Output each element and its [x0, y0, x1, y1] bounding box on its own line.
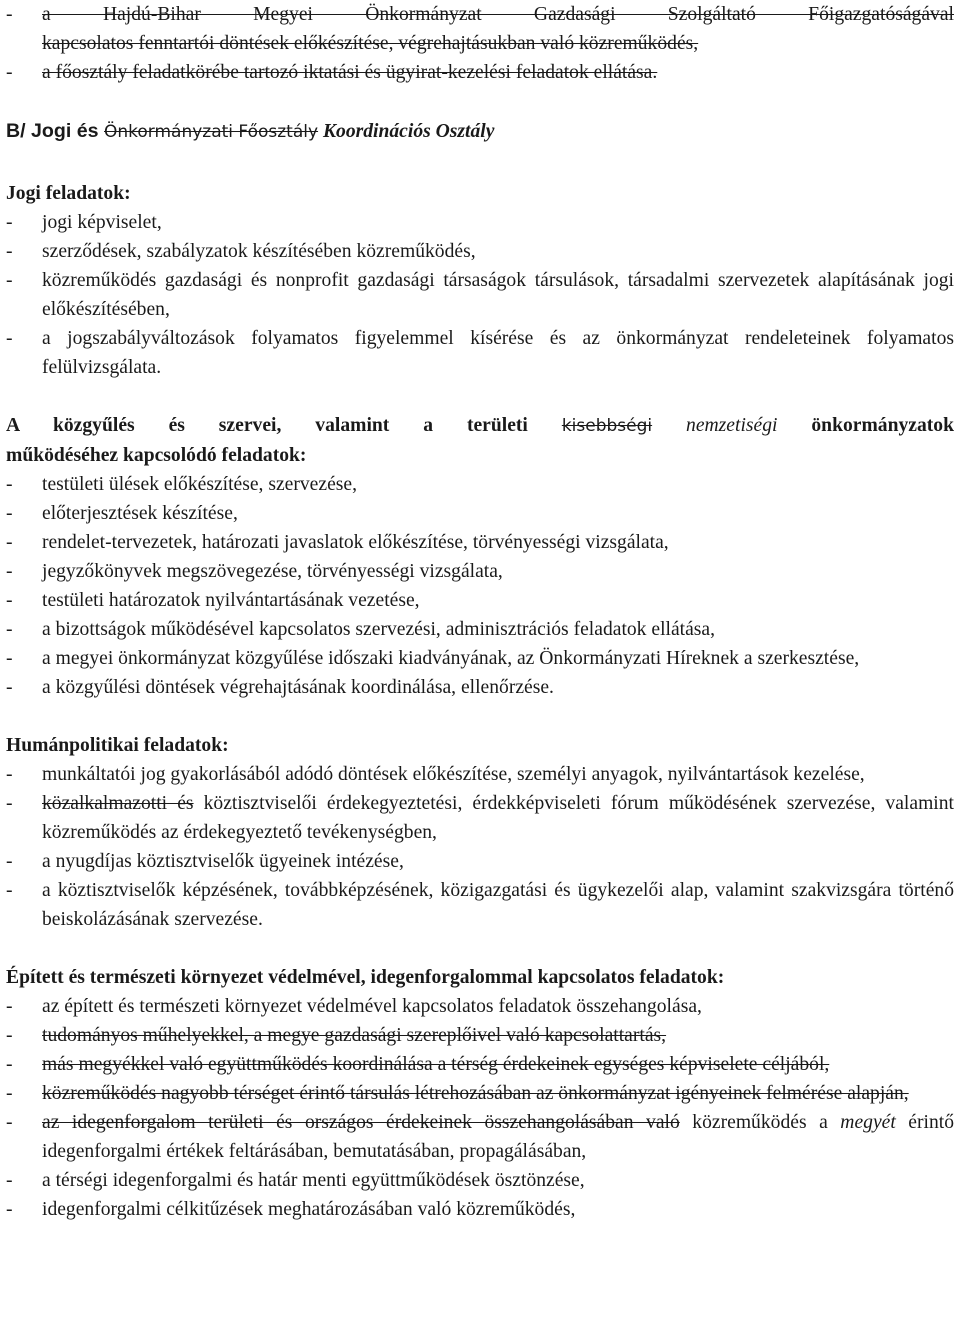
list-item: [6, 673, 954, 702]
item-text: jegyzőkönyvek megszövegezése, törvényességi vizsgálata,: [42, 561, 503, 582]
list-item: [6, 557, 954, 586]
italic-word: megyét: [840, 1112, 896, 1133]
item-text: jogi képviselet,: [42, 212, 162, 233]
list-item: [6, 266, 954, 324]
list-item: [6, 760, 954, 789]
item-text: előterjesztések készítése,: [42, 503, 238, 524]
item-text: közreműködés a: [679, 1112, 841, 1133]
item-text: köztisztviselői érdekegyeztetési, érdekképviseleti fórum működésének szervezése, valamint közreműködés az érdekegyeztető tevékenységben,: [42, 793, 954, 843]
list-item: [6, 1108, 954, 1166]
item-text: az épített és természeti környezet védelmével kapcsolatos feladatok összehangolása,: [42, 996, 702, 1017]
human-heading: Humánpolitikai feladatok:: [6, 735, 229, 756]
item-text: rendelet-tervezetek, határozati javaslatok előkészítése, törvényességi vizsgálata,: [42, 532, 669, 553]
item-text: a közgyűlési döntések végrehajtásának koordinálása, ellenőrzése.: [42, 677, 554, 698]
list-item: [6, 470, 954, 499]
item-text: idegenforgalmi célkitűzések meghatározásában való közreműködés,: [42, 1199, 576, 1220]
list-dash: -: [6, 328, 13, 349]
list-dash: -: [6, 1054, 13, 1075]
item-text: kapcsolatos fenntartói döntések előkészítése, végrehajtásukban való közreműködés,: [42, 33, 699, 54]
italic-word: nemzetiségi: [652, 415, 778, 436]
list-dash: -: [6, 619, 13, 640]
list-item: [6, 876, 954, 934]
list-dash: -: [6, 1083, 13, 1104]
list-item: [6, 586, 954, 615]
item-text: a jogszabályváltozások folyamatos figyelemmel kísérése és az önkormányzat rendeleteinek folyamatos felülvizsgálata.: [42, 328, 954, 378]
item-text: munkáltatói jog gyakorlásából adódó döntések előkészítése, személyi anyagok, nyilvántartások kezelése,: [42, 764, 865, 785]
list-dash: -: [6, 270, 13, 291]
list-dash: -: [6, 648, 13, 669]
list-dash: -: [6, 241, 13, 262]
list-dash: -: [6, 62, 13, 83]
section-italic: Koordinációs Osztály: [318, 121, 495, 142]
list-item: [6, 992, 954, 1021]
section-title: [6, 117, 954, 147]
item-text: tudományos műhelyekkel, a megye gazdasági szereplőivel való kapcsolattartás,: [42, 1025, 667, 1046]
list-dash: -: [6, 503, 13, 524]
item-text: a köztisztviselők képzésének, továbbképzésének, közigazgatási és ügykezelői alap, valamint szakvizsgára történő beiskolázásának szervezése.: [42, 880, 954, 930]
item-text: érintő idegenforgalmi értékek feltárásában, bemutatásában, propagálásában,: [42, 1112, 954, 1162]
list-item: [6, 324, 954, 382]
item-text: a nyugdíjas köztisztviselők ügyeinek intézése,: [42, 851, 404, 872]
list-item: [6, 1195, 954, 1224]
list-item: [6, 615, 954, 644]
list-dash: -: [6, 880, 13, 901]
list-dash: -: [6, 677, 13, 698]
list-dash: -: [6, 561, 13, 582]
item-text: közreműködés gazdasági és nonprofit gazdasági társaságok társulások, társadalmi szervezetek alapításának jogi előkészítésében,: [42, 270, 954, 320]
document-page: [6, 0, 954, 1224]
list-dash: -: [6, 793, 13, 814]
list-dash: -: [6, 764, 13, 785]
list-dash: -: [6, 1025, 13, 1046]
section-prefix: B/ Jogi és: [6, 120, 104, 142]
list-item: [6, 208, 954, 237]
item-text: a térségi idegenforgalmi és határ menti együttműködések ösztönzése,: [42, 1170, 585, 1191]
struck-text: az idegenforgalom területi és országos érdekeinek összehangolásában való: [42, 1112, 680, 1133]
list-item: [6, 847, 954, 876]
item-text: a Hajdú-Bihar Megyei Önkormányzat Gazdasági Szolgáltató Főigazgatóságával: [42, 4, 954, 25]
kozgyules-heading: [6, 411, 954, 441]
list-dash: -: [6, 851, 13, 872]
item-text: közreműködés nagyobb térséget érintő társulás létrehozásában az önkormányzat igényeinek felmérése alapján,: [42, 1083, 909, 1104]
list-item: [6, 499, 954, 528]
list-item: [6, 1050, 954, 1079]
heading-part: önkormányzatok: [777, 415, 954, 436]
list-item: [6, 528, 954, 557]
list-item: [6, 644, 954, 673]
item-text: a bizottságok működésével kapcsolatos szervezési, adminisztrációs feladatok ellátása,: [42, 619, 716, 640]
list-item: [6, 58, 954, 87]
item-text: más megyékkel való együttműködés koordinálása a térség érdekeinek egységes képviselete céljából,: [42, 1054, 830, 1075]
kozgyules-heading-2: működéséhez kapcsolódó feladatok:: [6, 445, 307, 466]
list-dash: -: [6, 212, 13, 233]
list-dash: -: [6, 1199, 13, 1220]
list-dash: -: [6, 1170, 13, 1191]
env-heading: Épített és természeti környezet védelmével, idegenforgalommal kapcsolatos feladatok:: [6, 967, 725, 988]
jogi-heading: Jogi feladatok:: [6, 183, 131, 204]
item-text: testületi ülések előkészítése, szervezése,: [42, 474, 357, 495]
item-text: szerződések, szabályzatok készítésében közreműködés,: [42, 241, 476, 262]
list-dash: -: [6, 590, 13, 611]
list-dash: -: [6, 1112, 13, 1133]
list-item: [6, 1166, 954, 1195]
item-text: a megyei önkormányzat közgyűlése időszaki kiadványának, az Önkormányzati Híreknek a szerkesztése,: [42, 648, 860, 669]
list-dash: -: [6, 4, 13, 25]
item-text: testületi határozatok nyilvántartásának vezetése,: [42, 590, 420, 611]
struck-word: kisebbségi: [561, 416, 653, 436]
list-dash: -: [6, 532, 13, 553]
struck-text: közalkalmazotti és: [42, 793, 194, 814]
item-text: a főosztály feladatkörébe tartozó iktatási és ügyirat-kezelési feladatok ellátása.: [42, 62, 658, 83]
list-dash: -: [6, 474, 13, 495]
list-item: [6, 789, 954, 847]
list-dash: -: [6, 996, 13, 1017]
heading-part: A közgyűlés és szervei, valamint a területi: [6, 415, 562, 436]
list-item: [6, 237, 954, 266]
list-item: [6, 1021, 954, 1050]
list-item: [6, 1079, 954, 1108]
list-item: [6, 0, 954, 58]
struck-title: Önkormányzati Főosztály: [104, 122, 319, 142]
